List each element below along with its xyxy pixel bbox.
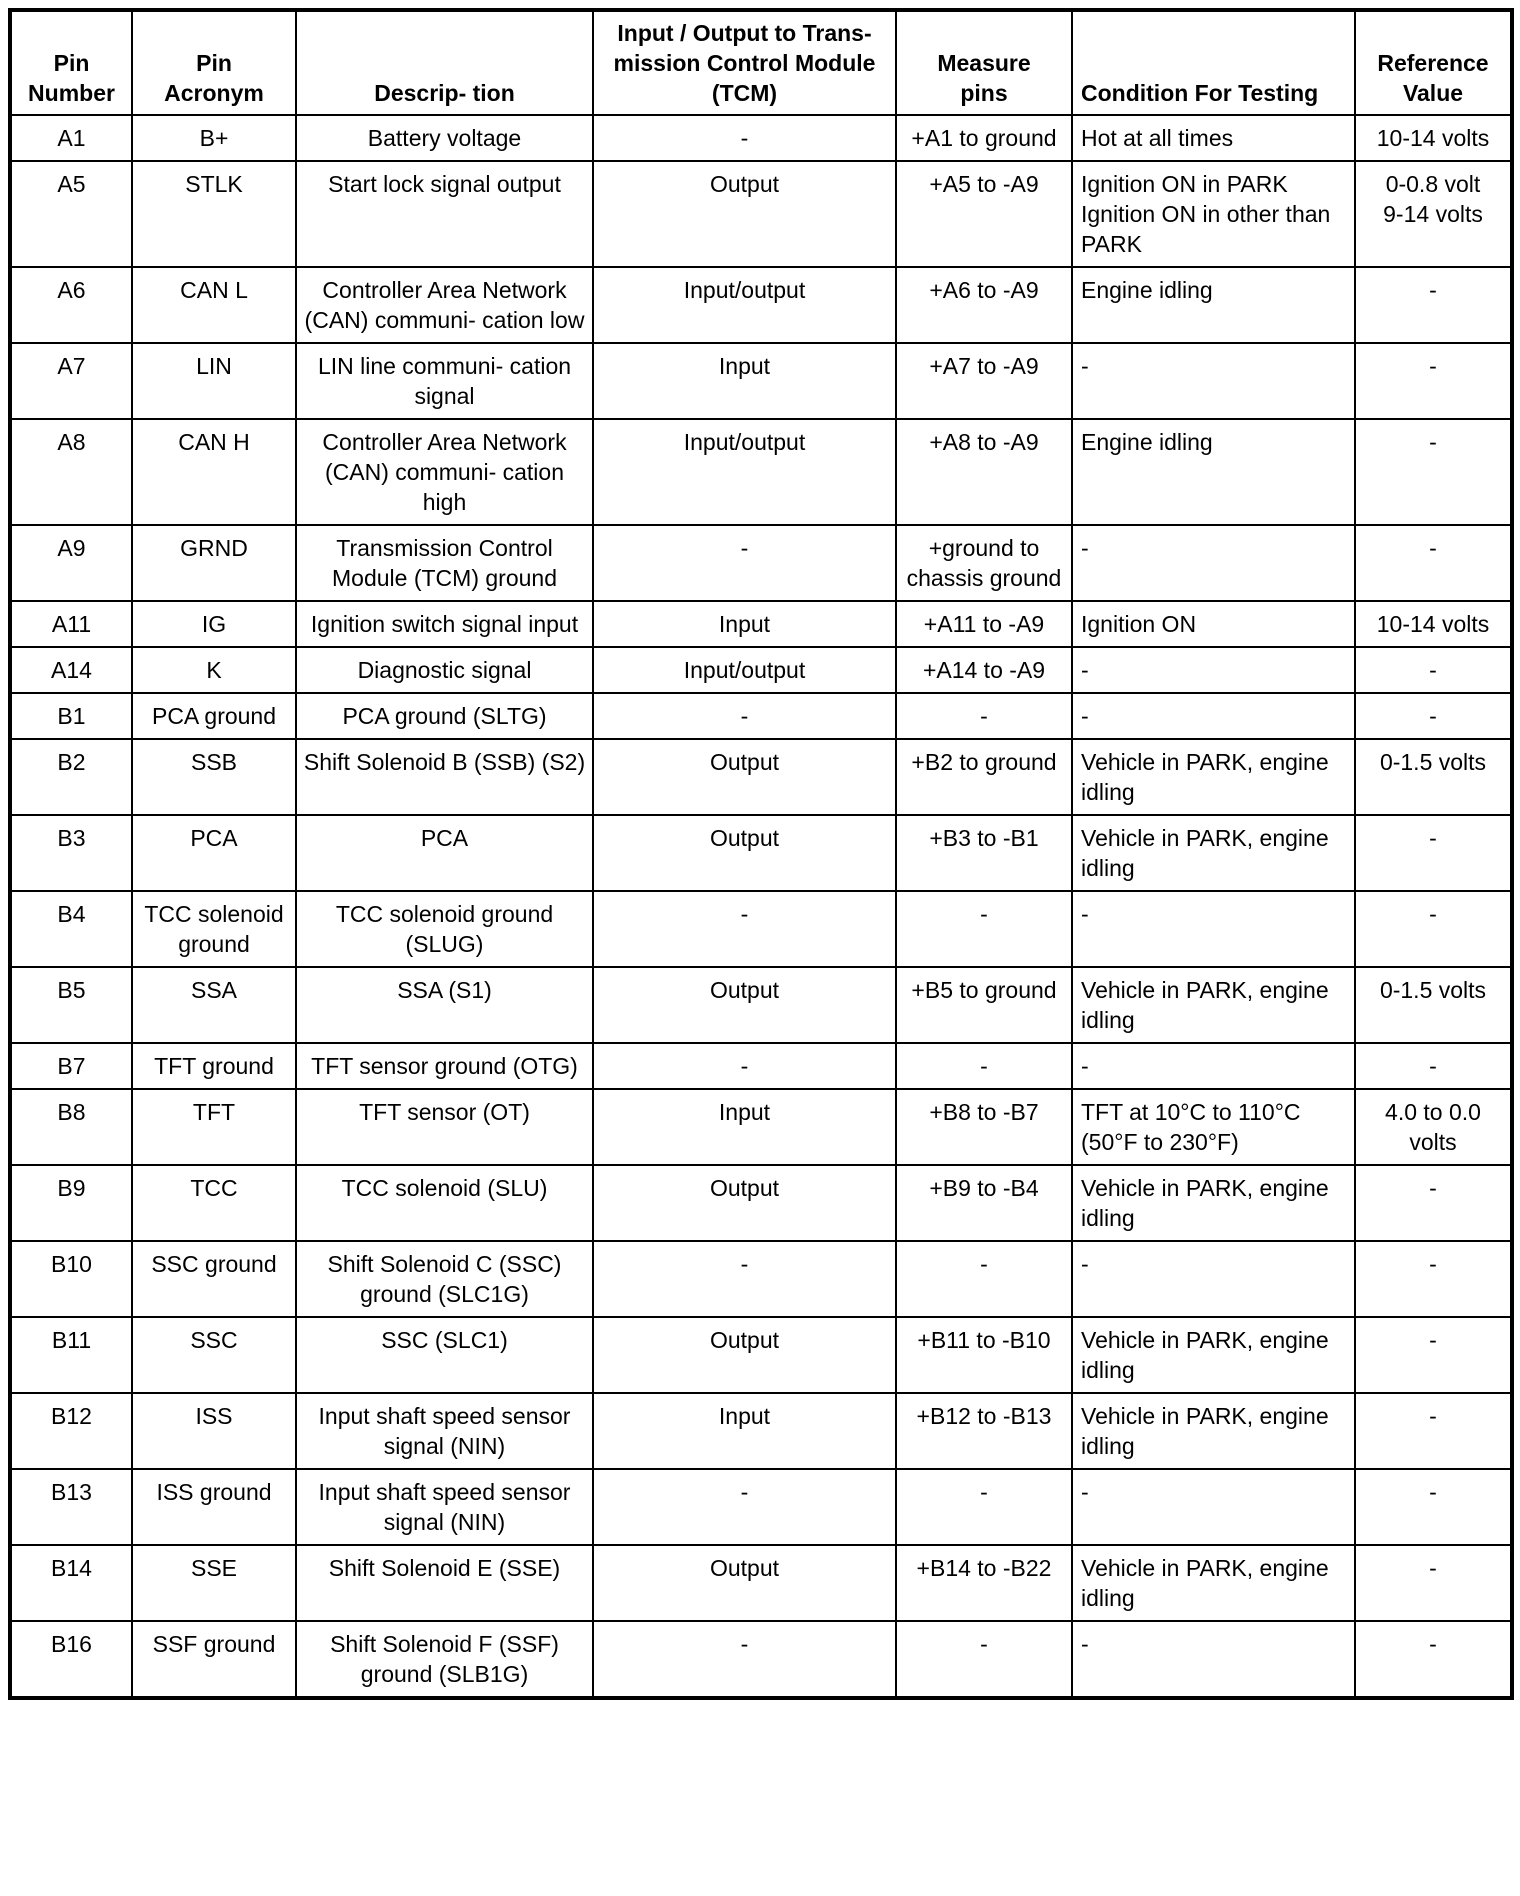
table-row xyxy=(10,1621,1512,1698)
pin-number-cell: B7 xyxy=(10,1043,132,1089)
io-cell: - xyxy=(593,115,896,161)
io-cell: - xyxy=(593,891,896,967)
condition-cell: - xyxy=(1072,693,1355,739)
condition-cell: Hot at all times xyxy=(1072,115,1355,161)
reference-value-cell: - xyxy=(1355,891,1512,967)
table-row xyxy=(10,739,1512,815)
description-cell: Ignition switch signal input xyxy=(296,601,593,647)
io-cell: - xyxy=(593,1043,896,1089)
description-cell: Start lock signal output xyxy=(296,161,593,267)
condition-cell: - xyxy=(1072,647,1355,693)
table-row xyxy=(10,1241,1512,1317)
header-pin-number: Pin Number xyxy=(10,10,132,115)
reference-value-cell: - xyxy=(1355,1241,1512,1317)
measure-pins-cell: +B11 to -B10 xyxy=(896,1317,1072,1393)
measure-pins-cell: +A7 to -A9 xyxy=(896,343,1072,419)
pin-table xyxy=(8,8,1514,1700)
table-row xyxy=(10,343,1512,419)
header-measure-pins: Measure pins xyxy=(896,10,1072,115)
description-cell: TFT sensor ground (OTG) xyxy=(296,1043,593,1089)
condition-cell: - xyxy=(1072,891,1355,967)
pin-acronym-cell: TFT xyxy=(132,1089,296,1165)
pin-number-cell: B14 xyxy=(10,1545,132,1621)
condition-cell: Ignition ON xyxy=(1072,601,1355,647)
reference-value-cell: 0-1.5 volts xyxy=(1355,739,1512,815)
reference-value-cell: - xyxy=(1355,1545,1512,1621)
pin-number-cell: A8 xyxy=(10,419,132,525)
measure-pins-cell: +B3 to -B1 xyxy=(896,815,1072,891)
reference-value-cell: - xyxy=(1355,815,1512,891)
measure-pins-cell: - xyxy=(896,1621,1072,1698)
measure-pins-cell: +B9 to -B4 xyxy=(896,1165,1072,1241)
io-cell: Output xyxy=(593,1317,896,1393)
table-row xyxy=(10,967,1512,1043)
pin-acronym-cell: GRND xyxy=(132,525,296,601)
table-row xyxy=(10,1545,1512,1621)
pin-acronym-cell: STLK xyxy=(132,161,296,267)
description-cell: Shift Solenoid F (SSF) ground (SLB1G) xyxy=(296,1621,593,1698)
pin-acronym-cell: PCA xyxy=(132,815,296,891)
io-cell: Output xyxy=(593,1165,896,1241)
table-row xyxy=(10,525,1512,601)
reference-value-cell: - xyxy=(1355,1165,1512,1241)
description-cell: Controller Area Network (CAN) communi- cation low xyxy=(296,267,593,343)
measure-pins-cell: - xyxy=(896,1469,1072,1545)
pin-acronym-cell: SSF ground xyxy=(132,1621,296,1698)
reference-value-cell: - xyxy=(1355,1393,1512,1469)
pin-number-cell: B3 xyxy=(10,815,132,891)
table-body xyxy=(10,115,1512,1698)
table-row xyxy=(10,601,1512,647)
pin-acronym-cell: IG xyxy=(132,601,296,647)
measure-pins-cell: - xyxy=(896,1241,1072,1317)
pin-number-cell: A9 xyxy=(10,525,132,601)
pin-acronym-cell: SSB xyxy=(132,739,296,815)
table-row xyxy=(10,693,1512,739)
description-cell: SSC (SLC1) xyxy=(296,1317,593,1393)
pin-number-cell: B16 xyxy=(10,1621,132,1698)
condition-cell: - xyxy=(1072,1621,1355,1698)
description-cell: Transmission Control Module (TCM) ground xyxy=(296,525,593,601)
pin-number-cell: B12 xyxy=(10,1393,132,1469)
measure-pins-cell: - xyxy=(896,1043,1072,1089)
measure-pins-cell: +B8 to -B7 xyxy=(896,1089,1072,1165)
io-cell: Output xyxy=(593,161,896,267)
description-cell: LIN line communi- cation signal xyxy=(296,343,593,419)
description-cell: Shift Solenoid E (SSE) xyxy=(296,1545,593,1621)
description-cell: PCA xyxy=(296,815,593,891)
pin-acronym-cell: ISS ground xyxy=(132,1469,296,1545)
reference-value-cell: - xyxy=(1355,1621,1512,1698)
reference-value-cell: 4.0 to 0.0 volts xyxy=(1355,1089,1512,1165)
reference-value-cell: 0-1.5 volts xyxy=(1355,967,1512,1043)
table-row xyxy=(10,419,1512,525)
io-cell: - xyxy=(593,525,896,601)
header-pin-acronym: Pin Acronym xyxy=(132,10,296,115)
condition-cell: - xyxy=(1072,343,1355,419)
description-cell: TCC solenoid (SLU) xyxy=(296,1165,593,1241)
measure-pins-cell: +B12 to -B13 xyxy=(896,1393,1072,1469)
table-row xyxy=(10,1089,1512,1165)
measure-pins-cell: +A8 to -A9 xyxy=(896,419,1072,525)
measure-pins-cell: - xyxy=(896,891,1072,967)
pin-number-cell: B2 xyxy=(10,739,132,815)
pin-number-cell: B13 xyxy=(10,1469,132,1545)
measure-pins-cell: +A1 to ground xyxy=(896,115,1072,161)
measure-pins-cell: +ground to chassis ground xyxy=(896,525,1072,601)
measure-pins-cell: +A6 to -A9 xyxy=(896,267,1072,343)
measure-pins-cell: +B14 to -B22 xyxy=(896,1545,1072,1621)
description-cell: SSA (S1) xyxy=(296,967,593,1043)
condition-cell: Vehicle in PARK, engine idling xyxy=(1072,1165,1355,1241)
description-cell: Battery voltage xyxy=(296,115,593,161)
pin-number-cell: A14 xyxy=(10,647,132,693)
io-cell: Input/output xyxy=(593,267,896,343)
condition-cell: TFT at 10°C to 110°C (50°F to 230°F) xyxy=(1072,1089,1355,1165)
condition-cell: - xyxy=(1072,525,1355,601)
reference-value-cell: - xyxy=(1355,419,1512,525)
io-cell: Input xyxy=(593,1089,896,1165)
pin-acronym-cell: PCA ground xyxy=(132,693,296,739)
description-cell: Input shaft speed sensor signal (NIN) xyxy=(296,1393,593,1469)
table-row xyxy=(10,1317,1512,1393)
condition-cell: - xyxy=(1072,1469,1355,1545)
pin-acronym-cell: SSC xyxy=(132,1317,296,1393)
condition-cell: Vehicle in PARK, engine idling xyxy=(1072,1393,1355,1469)
condition-cell: Engine idling xyxy=(1072,267,1355,343)
pin-acronym-cell: SSE xyxy=(132,1545,296,1621)
io-cell: Output xyxy=(593,739,896,815)
description-cell: Diagnostic signal xyxy=(296,647,593,693)
reference-value-cell: - xyxy=(1355,267,1512,343)
pin-number-cell: B10 xyxy=(10,1241,132,1317)
condition-cell: Engine idling xyxy=(1072,419,1355,525)
reference-value-cell: - xyxy=(1355,693,1512,739)
description-cell: Shift Solenoid B (SSB) (S2) xyxy=(296,739,593,815)
measure-pins-cell: +A5 to -A9 xyxy=(896,161,1072,267)
description-cell: TCC solenoid ground (SLUG) xyxy=(296,891,593,967)
description-cell: Shift Solenoid C (SSC) ground (SLC1G) xyxy=(296,1241,593,1317)
pin-number-cell: A5 xyxy=(10,161,132,267)
io-cell: Input xyxy=(593,343,896,419)
io-cell: Output xyxy=(593,967,896,1043)
io-cell: - xyxy=(593,1621,896,1698)
description-cell: PCA ground (SLTG) xyxy=(296,693,593,739)
io-cell: Input/output xyxy=(593,647,896,693)
pin-number-cell: A6 xyxy=(10,267,132,343)
io-cell: Input xyxy=(593,1393,896,1469)
condition-cell: Vehicle in PARK, engine idling xyxy=(1072,1545,1355,1621)
pin-number-cell: B1 xyxy=(10,693,132,739)
pin-number-cell: A1 xyxy=(10,115,132,161)
description-cell: TFT sensor (OT) xyxy=(296,1089,593,1165)
pin-acronym-cell: K xyxy=(132,647,296,693)
measure-pins-cell: +B5 to ground xyxy=(896,967,1072,1043)
measure-pins-cell: +A11 to -A9 xyxy=(896,601,1072,647)
condition-cell: Vehicle in PARK, engine idling xyxy=(1072,967,1355,1043)
table-row xyxy=(10,1165,1512,1241)
pinout-document xyxy=(8,8,1514,1700)
reference-value-cell: - xyxy=(1355,343,1512,419)
reference-value-cell: - xyxy=(1355,525,1512,601)
description-cell: Controller Area Network (CAN) communi- cation high xyxy=(296,419,593,525)
pin-acronym-cell: TCC xyxy=(132,1165,296,1241)
reference-value-cell: 0-0.8 volt 9-14 volts xyxy=(1355,161,1512,267)
io-cell: Output xyxy=(593,815,896,891)
pin-acronym-cell: SSA xyxy=(132,967,296,1043)
pin-number-cell: B5 xyxy=(10,967,132,1043)
table-row xyxy=(10,891,1512,967)
pin-number-cell: B11 xyxy=(10,1317,132,1393)
header-condition: Condition For Testing xyxy=(1072,10,1355,115)
table-row xyxy=(10,815,1512,891)
table-row xyxy=(10,115,1512,161)
table-row xyxy=(10,1043,1512,1089)
condition-cell: Vehicle in PARK, engine idling xyxy=(1072,1317,1355,1393)
condition-cell: Vehicle in PARK, engine idling xyxy=(1072,739,1355,815)
table-row xyxy=(10,1393,1512,1469)
reference-value-cell: - xyxy=(1355,1317,1512,1393)
condition-cell: - xyxy=(1072,1043,1355,1089)
pin-acronym-cell: LIN xyxy=(132,343,296,419)
io-cell: Output xyxy=(593,1545,896,1621)
pin-acronym-cell: TFT ground xyxy=(132,1043,296,1089)
measure-pins-cell: +A14 to -A9 xyxy=(896,647,1072,693)
pin-number-cell: A11 xyxy=(10,601,132,647)
description-cell: Input shaft speed sensor signal (NIN) xyxy=(296,1469,593,1545)
pin-acronym-cell: CAN L xyxy=(132,267,296,343)
pin-acronym-cell: B+ xyxy=(132,115,296,161)
measure-pins-cell: - xyxy=(896,693,1072,739)
header-row xyxy=(10,10,1512,115)
pin-number-cell: B8 xyxy=(10,1089,132,1165)
io-cell: - xyxy=(593,693,896,739)
pin-number-cell: B9 xyxy=(10,1165,132,1241)
condition-cell: - xyxy=(1072,1241,1355,1317)
reference-value-cell: 10-14 volts xyxy=(1355,115,1512,161)
io-cell: Input/output xyxy=(593,419,896,525)
pin-acronym-cell: TCC solenoid ground xyxy=(132,891,296,967)
pin-number-cell: B4 xyxy=(10,891,132,967)
table-row xyxy=(10,267,1512,343)
io-cell: - xyxy=(593,1469,896,1545)
table-row xyxy=(10,161,1512,267)
io-cell: - xyxy=(593,1241,896,1317)
header-reference-value: Reference Value xyxy=(1355,10,1512,115)
table-row xyxy=(10,647,1512,693)
measure-pins-cell: +B2 to ground xyxy=(896,739,1072,815)
table-row xyxy=(10,1469,1512,1545)
header-io: Input / Output to Trans- mission Control Module (TCM) xyxy=(593,10,896,115)
pin-acronym-cell: SSC ground xyxy=(132,1241,296,1317)
reference-value-cell: - xyxy=(1355,1043,1512,1089)
reference-value-cell: 10-14 volts xyxy=(1355,601,1512,647)
header-description: Descrip- tion xyxy=(296,10,593,115)
reference-value-cell: - xyxy=(1355,1469,1512,1545)
pin-acronym-cell: CAN H xyxy=(132,419,296,525)
reference-value-cell: - xyxy=(1355,647,1512,693)
condition-cell: Vehicle in PARK, engine idling xyxy=(1072,815,1355,891)
pin-number-cell: A7 xyxy=(10,343,132,419)
pin-acronym-cell: ISS xyxy=(132,1393,296,1469)
io-cell: Input xyxy=(593,601,896,647)
condition-cell: Ignition ON in PARK Ignition ON in other than PARK xyxy=(1072,161,1355,267)
